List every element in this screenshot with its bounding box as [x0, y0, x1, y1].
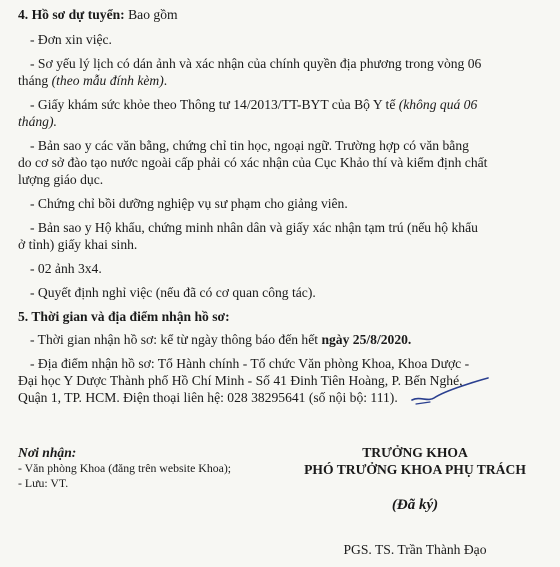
signed-mark: (Đã ký) [391, 497, 439, 513]
list-item-continuation: tháng (theo mẫu đính kèm). [18, 73, 168, 88]
list-item: - Quyết định nghỉ việc (nếu đã có cơ quan công tác). [30, 285, 316, 300]
list-item-continuation: do cơ sở đào tạo nước ngoài cấp phải có xác nhận của Cục Khảo thí và kiểm định chất [18, 155, 488, 170]
list-item-continuation: tháng). [18, 114, 57, 129]
list-item: - Sơ yếu lý lịch có dán ảnh và xác nhận của chính quyền địa phương trong vòng 06 [30, 56, 482, 71]
recipient-item: - Lưu: VT. [18, 476, 69, 490]
list-item-continuation: Đại học Y Dược Thành phố Hồ Chí Minh - Số 41 Đinh Tiên Hoàng, P. Bến Nghé, [18, 373, 463, 388]
signer-title: TRƯỞNG KHOA [362, 445, 468, 460]
list-item-continuation: lượng giáo dục. [18, 172, 104, 187]
list-item: - 02 ảnh 3x4. [30, 261, 102, 276]
signer-subtitle: PHÓ TRƯỞNG KHOA PHỤ TRÁCH [304, 462, 526, 477]
list-item: - Giấy khám sức khỏe theo Thông tư 14/2013/TT-BYT của Bộ Y tế (không quá 06 [30, 97, 478, 112]
list-item: - Địa điểm nhận hồ sơ: Tổ Hành chính - Tổ chức Văn phòng Khoa, Khoa Dược - [30, 356, 470, 371]
signer-name: PGS. TS. Trần Thành Đạo [343, 542, 487, 557]
recipients-title: Nơi nhận: [18, 445, 77, 460]
list-item: - Bản sao y các văn bằng, chứng chỉ tin học, ngoại ngữ. Trường hợp có văn bằng [30, 138, 469, 153]
list-item: - Bản sao y Hộ khẩu, chứng minh nhân dân và giấy xác nhận tạm trú (nếu hộ khẩu [30, 220, 478, 235]
list-item: - Thời gian nhận hồ sơ: kể từ ngày thông báo đến hết ngày 25/8/2020. [30, 332, 412, 347]
list-item: - Chứng chỉ bồi dưỡng nghiệp vụ sư phạm cho giảng viên. [30, 196, 348, 211]
section-4-heading: 4. Hồ sơ dự tuyển: Bao gồm [18, 7, 178, 22]
recipient-item: - Văn phòng Khoa (đăng trên website Khoa); [18, 461, 232, 475]
list-item-continuation: Quận 1, TP. HCM. Điện thoại liên hệ: 028 38295641 (số nội bộ: 111). [18, 390, 398, 405]
list-item: - Đơn xin việc. [30, 32, 112, 47]
pen-stroke-mark [410, 376, 490, 408]
section-5-heading: 5. Thời gian và địa điểm nhận hồ sơ: [18, 309, 230, 324]
list-item-continuation: ở tỉnh) giấy khai sinh. [18, 237, 138, 252]
